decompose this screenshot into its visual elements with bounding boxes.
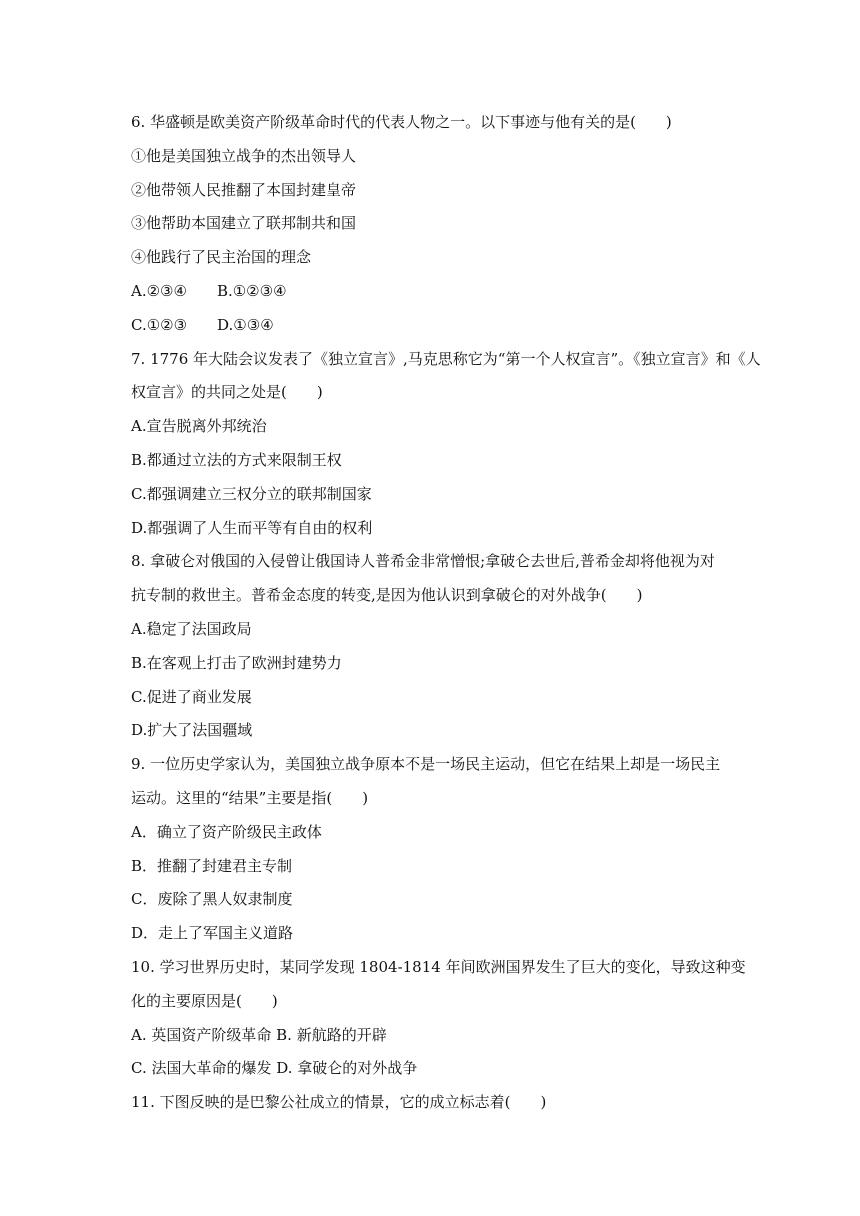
q9-option-c: C．废除了黑人奴隶制度 bbox=[131, 890, 293, 909]
q11-stem: 11. 下图反映的是巴黎公社成立的情景，它的成立标志着( ) bbox=[131, 1093, 547, 1112]
q7-stem-line-1: 7. 1776 年大陆会议发表了《独立宣言》,马克思称它为“第一个人权宣言”。《独立宣言》和《人 bbox=[131, 349, 761, 368]
q8-option-c: C.促进了商业发展 bbox=[131, 687, 252, 706]
q8-stem-line-2: 抗专制的救世主。普希金态度的转变,是因为他认识到拿破仑的对外战争( ) bbox=[131, 586, 643, 605]
q10-options-cd: C. 法国大革命的爆发 D. 拿破仑的对外战争 bbox=[131, 1059, 418, 1078]
q6-options-ab: A.②③④ B.①②③④ bbox=[131, 281, 287, 300]
q8-option-d: D.扩大了法国疆域 bbox=[131, 721, 253, 740]
q6-options-cd: C.①②③ D.①③④ bbox=[131, 315, 274, 334]
q9-stem-line-1: 9. 一位历史学家认为，美国独立战争原本不是一场民主运动，但它在结果上却是一场民主 bbox=[131, 755, 721, 774]
question-text-block bbox=[131, 106, 761, 1120]
q9-option-d: D．走上了军国主义道路 bbox=[131, 924, 294, 943]
q8-option-b: B.在客观上打击了欧洲封建势力 bbox=[131, 653, 342, 672]
q7-option-b: B.都通过立法的方式来限制王权 bbox=[131, 450, 342, 469]
q9-option-b: B．推翻了封建君主专制 bbox=[131, 856, 293, 875]
q6-statement-2: ②他带领人民推翻了本国封建皇帝 bbox=[131, 180, 357, 199]
q10-stem-line-2: 化的主要原因是( ) bbox=[131, 991, 278, 1010]
q8-stem-line-1: 8. 拿破仑对俄国的入侵曾让俄国诗人普希金非常憎恨;拿破仑去世后,普希金却将他视为对 bbox=[131, 552, 715, 571]
q7-stem-line-2: 权宣言》的共同之处是( ) bbox=[131, 383, 323, 402]
q10-stem-line-1: 10. 学习世界历史时，某同学发现 1804-1814 年间欧洲国界发生了巨大的变化，导致这种变 bbox=[131, 957, 746, 976]
q7-option-c: C.都强调建立三权分立的联邦制国家 bbox=[131, 484, 372, 503]
q9-option-a: A．确立了资产阶级民主政体 bbox=[131, 822, 322, 841]
q6-statement-1: ①他是美国独立战争的杰出领导人 bbox=[131, 146, 357, 165]
q6-stem: 6. 华盛顿是欧美资产阶级革命时代的代表人物之一。以下事迹与他有关的是( ) bbox=[131, 113, 672, 131]
q9-stem-line-2: 运动。这里的“结果”主要是指( ) bbox=[131, 788, 369, 807]
q7-option-a: A.宣告脱离外邦统治 bbox=[131, 417, 267, 436]
q6-statement-3: ③他帮助本国建立了联邦制共和国 bbox=[131, 214, 357, 233]
q7-option-d: D.都强调了人生而平等有自由的权利 bbox=[131, 518, 373, 537]
q6-statement-4: ④他践行了民主治国的理念 bbox=[131, 248, 312, 267]
q8-option-a: A.稳定了法国政局 bbox=[131, 619, 252, 638]
q10-options-ab: A. 英国资产阶级革命 B. 新航路的开辟 bbox=[131, 1025, 387, 1044]
